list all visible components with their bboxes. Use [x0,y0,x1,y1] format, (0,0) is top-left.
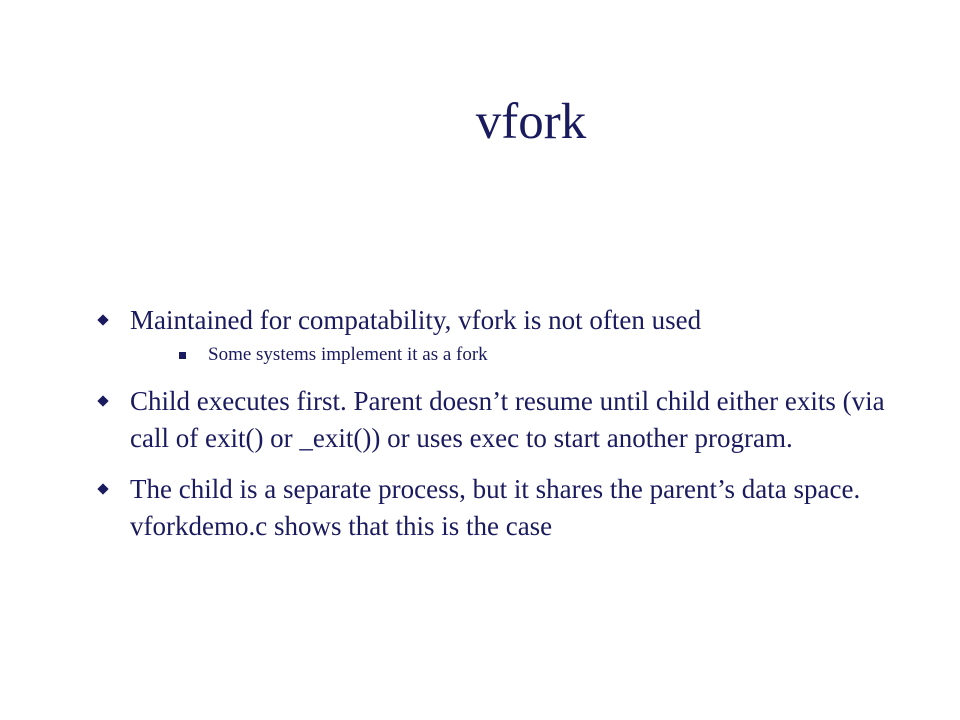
sub-bullet-text: Some systems implement it as a fork [208,344,488,365]
bullet-list [96,302,916,545]
diamond-bullet-icon [97,314,108,325]
square-bullet-icon [179,352,186,359]
slide-title: vfork [475,94,587,150]
sub-bullet-list [130,341,916,369]
diamond-bullet-icon [97,395,108,406]
bullet-text: Child executes first. Parent doesn’t resume until child either exits (via call of exit() or _exit()) or uses exec to start another program. [130,386,885,453]
bullet-item [96,302,916,369]
bullet-text: The child is a separate process, but it shares the parent’s data space. vforkdemo.c shows that this is the case [130,474,861,541]
sub-bullet-item [130,341,916,369]
diamond-bullet-icon [97,483,108,494]
bullet-item [96,471,916,545]
bullet-item [96,383,916,457]
bullet-text: Maintained for compatability, vfork is not often used [130,305,702,335]
